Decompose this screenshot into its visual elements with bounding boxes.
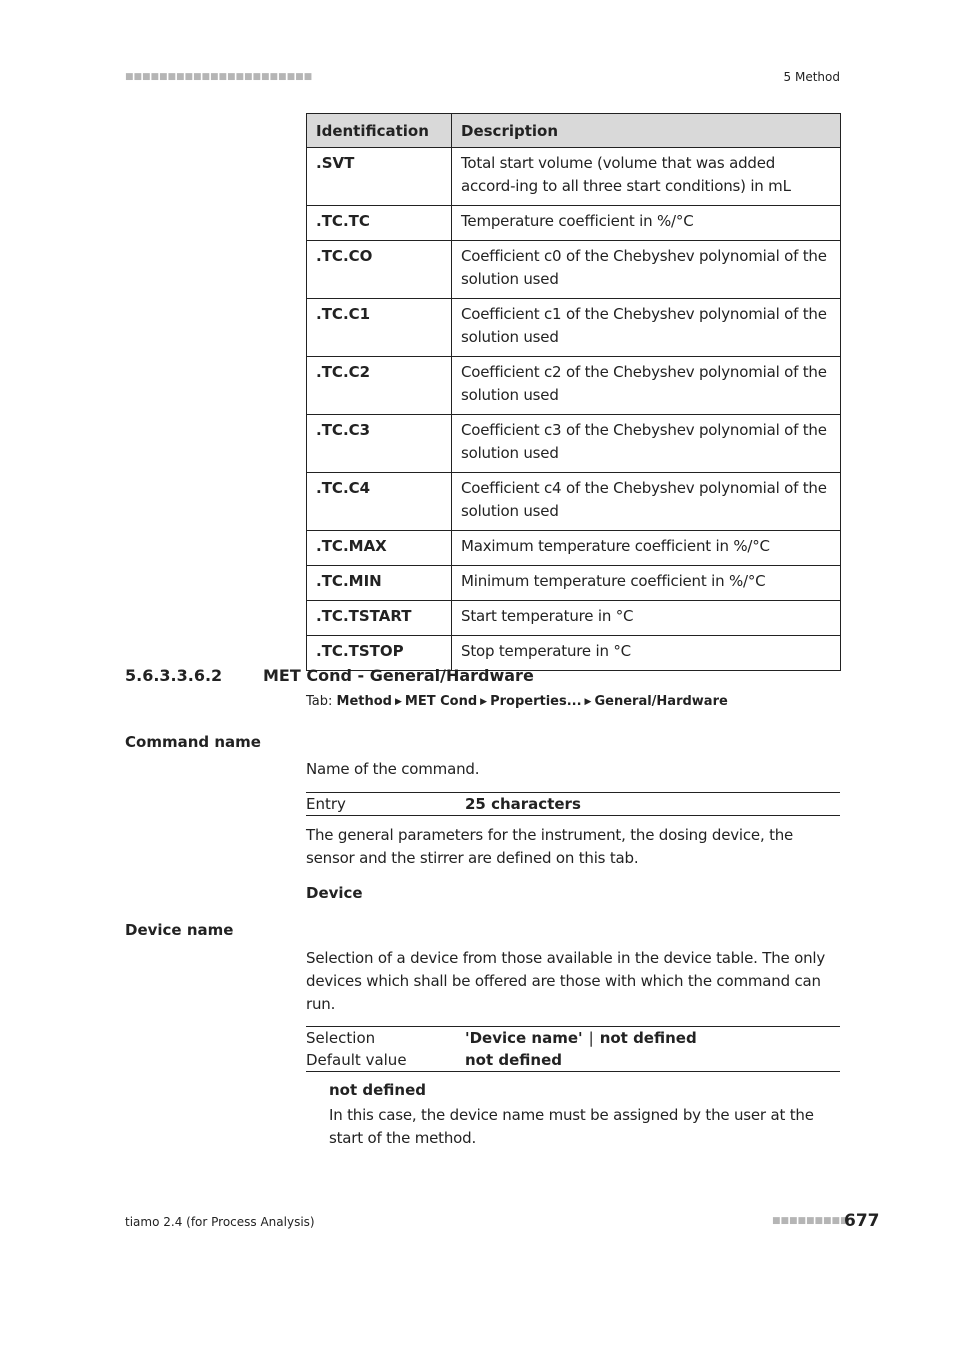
parameter-key: Default value [306,1051,407,1069]
tab-path-item: General/Hardware [594,694,728,709]
page-number: 677 [844,1211,880,1231]
parameter-key: Selection [306,1029,376,1047]
arrow-icon: ▶ [395,697,402,707]
identifier-cell: .TC.TC [307,206,452,241]
column-header: Description [452,114,841,148]
identifier-cell: .TC.MIN [307,566,452,601]
identifier-cell: .SVT [307,148,452,206]
device-name-heading: Device name [125,921,234,939]
identifier-cell: .TC.TSTOP [307,636,452,671]
device-subheading: Device [306,884,363,902]
entry-parameter-table [306,792,840,816]
identification-table [306,113,841,671]
parameter-key: Entry [306,795,346,813]
command-name-description: Name of the command. [306,760,480,778]
tab-prefix: Tab: [306,694,333,709]
table-row [307,566,841,601]
parameter-row [306,1049,840,1071]
section-title: MET Cond - General/Hardware [263,666,534,685]
parameter-value: 25 characters [465,795,581,813]
table-row [307,241,841,299]
device-name-description: Selection of a device from those available in the device table. The only devices which shall be offered are those with which the command can run. [306,949,826,1013]
table-row [307,415,841,473]
description-cell: Total start volume (volume that was added accord-ing to all three start conditions) in mL [452,148,841,206]
identifier-cell: .TC.MAX [307,531,452,566]
table-row [307,357,841,415]
general-parameters-text: The general parameters for the instrument, the dosing device, the sensor and the stirrer are defined on this tab. [306,826,794,867]
chapter-title: 5 Method [783,70,840,84]
tab-path-item: Method [336,694,392,709]
arrow-icon: ▶ [480,697,488,707]
identifier-cell: .TC.CO [307,241,452,299]
table-row [307,148,841,206]
table-header-row [307,114,841,148]
identifier-cell: .TC.C4 [307,473,452,531]
separator: | [588,1029,594,1047]
table-row [307,299,841,357]
column-header: Identification [307,114,452,148]
footer-decoration: ■■■■■■■■■ [772,1216,849,1226]
option-description: In this case, the device name must be assigned by the user at the start of the method. [329,1106,814,1147]
parameter-value [465,1029,697,1047]
command-name-heading: Command name [125,733,261,751]
tab-path-item: MET Cond [404,694,478,709]
header-decoration: ■■■■■■■■■■■■■■■■■■■■■■ [125,72,313,82]
selection-option: 'Device name' [465,1029,583,1047]
parameter-row [306,793,840,815]
description-cell: Start temperature in °C [452,601,841,636]
description-cell: Maximum temperature coefficient in %/°C [452,531,841,566]
parameter-row [306,1027,840,1049]
table-row [307,206,841,241]
table-row [307,601,841,636]
description-cell: Stop temperature in °C [452,636,841,671]
description-cell: Minimum temperature coefficient in %/°C [452,566,841,601]
description-cell: Coefficient c1 of the Chebyshev polynomial of the solution used [452,299,841,357]
identifier-cell: .TC.C1 [307,299,452,357]
selection-option: not defined [599,1029,697,1047]
identifier-cell: .TC.C3 [307,415,452,473]
description-cell: Coefficient c0 of the Chebyshev polynomial of the solution used [452,241,841,299]
tab-path [306,694,728,709]
section-number: 5.6.3.3.6.2 [125,666,223,685]
option-title: not defined [329,1081,426,1099]
table-row [307,473,841,531]
description-cell: Temperature coefficient in %/°C [452,206,841,241]
description-cell: Coefficient c2 of the Chebyshev polynomial of the solution used [452,357,841,415]
footer-product: tiamo 2.4 (for Process Analysis) [125,1215,315,1229]
identifier-cell: .TC.C2 [307,357,452,415]
table-row [307,531,841,566]
identifier-cell: .TC.TSTART [307,601,452,636]
description-cell: Coefficient c3 of the Chebyshev polynomial of the solution used [452,415,841,473]
description-cell: Coefficient c4 of the Chebyshev polynomial of the solution used [452,473,841,531]
tab-path-item: Properties... [490,694,582,709]
arrow-icon: ▶ [584,697,592,707]
selection-parameter-table [306,1026,840,1072]
parameter-value: not defined [465,1051,562,1069]
